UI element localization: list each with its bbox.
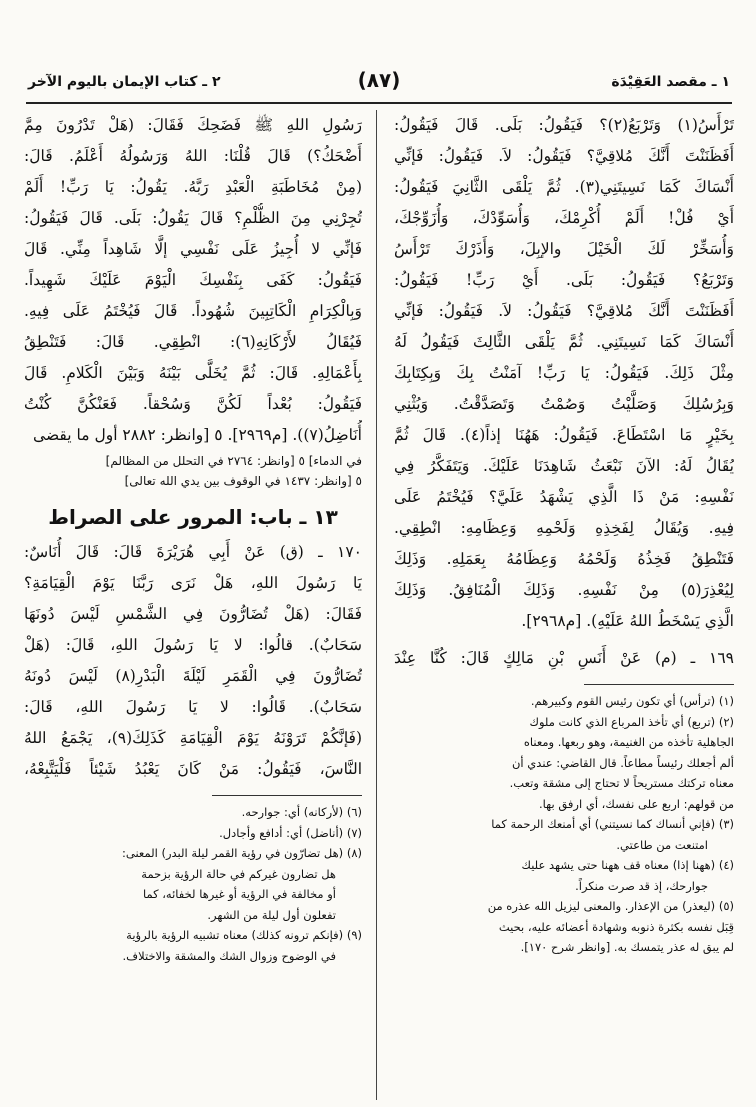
footnotes-left	[24, 802, 362, 966]
footnote: هل تضارون غيركم في حالة الرؤية بزحمة	[141, 866, 336, 881]
cross-reference: في الدماء] ٥ [وانظر: ٢٧٦٤ في التحلل من المظالم]	[105, 454, 362, 468]
footnote: تفعلون أول ليلة من الشهر.	[207, 907, 336, 922]
text-line: فِيهِ. وَيُقَالُ لِفَخِذِهِ وَلَحْمِهِ وَعِظَامِهِ: انْطِقِي.	[394, 519, 734, 537]
text-line: ١٧٠ ـ (ق) عَنْ أَبِي هُرَيْرَةَ قَالَ: قَالَ أُنَاسٌ:	[24, 543, 362, 561]
cross-reference: ٥ [وانظر: ١٤٣٧ في الوقوف بين يدي الله تعالى]	[124, 474, 362, 488]
cross-references	[24, 451, 362, 491]
footnote: ألم أجعلك رئيساً مطاعاً. قال القاضي: عندي أن	[511, 755, 734, 770]
text-line: أَنْسَاكَ كَمَا نَسِيتَنِي(٣). ثُمَّ يَلْقَى الثَّانِيَ فَيَقُولُ:	[394, 178, 734, 196]
footnote: (٥) (ليعذر) من الإعذار. والمعنى ليزيل الله عذره من	[487, 899, 734, 913]
footnote: لم يبق له عذر يتمسك به. [وانظر شرح ١٧٠].	[520, 940, 734, 954]
text-line: مِثْلَ ذَلِكَ. فَيَقُولُ: يَا رَبِّ! آمَنْتُ بِكَ وَبِكِتَابِكَ	[394, 364, 734, 382]
chapter-title: ١٣ ـ باب: المرور على الصراط	[48, 505, 338, 529]
text-line: نَفْسِهِ: مَنْ ذَا الَّذِي يَشْهَدُ عَلَيَّ؟ فَيُخْتَمُ عَلَى	[394, 488, 734, 506]
text-line: النَّاسَ، فَيَقُولُ: مَنْ كَانَ يَعْبُدُ شَيْئاً فَلْيَتَّبِعْهُ،	[24, 760, 362, 778]
text-line: وَبِالْكِرَامِ الْكَاتِبِينَ شُهُوداً. قَالَ فَيُخْتَمُ عَلَى فِيهِ.	[24, 302, 362, 320]
footnote-rule	[212, 795, 362, 796]
text-line: فَيُقَالُ لأَرْكَانِهِ(٦): انْطِقِي. قَالَ: فَتَنْطِقُ	[24, 333, 362, 351]
footnote: (٦) (لأركانه) أي: جوارحه.	[241, 805, 362, 819]
text-line: يُقَالُ لَهُ: الآنَ نَبْعَثُ شَاهِدَنَا عَلَيْكَ. وَيَتَفَكَّرُ فِي	[394, 457, 734, 475]
text-line: الَّذِي يَسْخَطُ اللهُ عَلَيْهِ). [م٢٩٦٨].	[521, 612, 734, 630]
footnote: (١) (ترأس) أي تكون رئيس القوم وكبيرهم.	[530, 694, 734, 708]
footnote-rule	[584, 684, 734, 685]
left-column	[24, 110, 362, 966]
text-line: فَإنِّي لا أُجِيزُ عَلَى نَفْسِي إلَّا شَاهِداً مِنِّي. قَالَ	[24, 240, 362, 258]
footnote: (٣) (فإني أنساك كما نسيتني) أي أمنعك الرحمة كما	[491, 817, 734, 831]
text-line: أَفَظَنَنْتَ أَنَّكَ مُلاقِيَّ؟ فَيَقُولُ: لاَ. فَيَقُولُ: فَإنِّي	[394, 147, 734, 165]
hadith-170-text	[24, 537, 362, 785]
footnote: (٨) (هل تضارّون في رؤية القمر ليلة البدر) المعنى:	[122, 846, 362, 860]
page-header	[26, 68, 732, 102]
text-line: سَحَابٌ). قَالُوا: لا يَا رَسُولَ اللهِ، قَالَ:	[24, 698, 362, 716]
footnote: الجاهلية تأخذه من الغنيمة، وهو ربعها. ومعناه	[523, 735, 734, 749]
text-line: أَنْسَاكَ كَمَا نَسِيتَنِي. ثُمَّ يَلْقَى الثَّالِثَ فَيَقُولُ لَهُ	[394, 333, 734, 351]
footnote: من قولهم: اربع على نفسك، أي ارفق بها.	[539, 796, 734, 811]
text-line: فَتَنْطِقُ فَخِذُهُ وَلَحْمُهُ وَعِظَامُهُ بِعَمَلِهِ. وَذَلِكَ	[394, 550, 734, 568]
text-line: يَا رَسُولَ اللهِ، هَلْ نَرَى رَبَّنَا يَوْمَ الْقِيَامَةِ؟	[24, 574, 362, 592]
text-line: رَسُولِ اللهِ ﷺ فَضَحِكَ فَقَالَ: (هَلْ تَدْرُونَ مِمَّ	[24, 116, 362, 134]
header-rule	[26, 102, 732, 104]
footnote: (٩) (فإنكم ترونه كذلك) معناه تشبيه الرؤية بالرؤية	[126, 928, 362, 942]
column-divider	[376, 110, 377, 1100]
text-line: أَضْحَكُ؟) قَالَ قُلْنَا: اللهُ وَرَسُولُهُ أَعْلَمُ. قَالَ:	[24, 147, 362, 165]
footnote: في الوضوح وزوال الشك والمشقة والاختلاف.	[122, 948, 336, 963]
footnote: قِبَل نفسه بكثرة ذنوبه وشهادة أعضائه عليه، بحيث	[498, 919, 734, 934]
text-line: فَيَقُولُ: بُعْداً لَكُنَّ وَسُحْقاً. فَعَنْكُنَّ كُنْتُ	[24, 395, 362, 413]
text-line: (مِنْ مُخَاطَبَةِ الْعَبْدِ رَبَّهُ. يَقُولُ: يَا رَبِّ! أَلَمْ	[24, 178, 362, 196]
text-line: بِخَيْرٍ مَا اسْتَطَاعَ. فَيَقُولُ: هَهُنَا إذاً(٤). قَالَ ثُمَّ	[394, 426, 734, 444]
text-line: تُجِرْنِي مِنَ الظُّلْمِ؟ قَالَ يَقُولُ: بَلَى. قَالَ فَيَقُولُ:	[24, 209, 362, 227]
text-line: أُنَاضِلُ(٧)). [م٢٩٦٩]. ٥ [وانظر: ٢٨٨٢ أول ما يقضى	[33, 426, 362, 444]
text-line: سَحَابٌ). قالُوا: لا يَا رَسُولَ اللهِ، قَالَ: (هَلْ	[24, 636, 362, 654]
footnote: معناه تركتك مستريحاً لا تحتاج إلى مشقة وتعب.	[509, 776, 734, 790]
footnote: (٢) (تربع) أي تأخذ المرباع الذي كانت ملوك	[529, 714, 734, 729]
text-line: تُضَارُّونَ فِي الْقَمَرِ لَيْلَةَ الْبَدْرِ(٨) لَيْسَ دُونَهُ	[24, 667, 362, 685]
right-column	[394, 110, 734, 958]
text-line: وَتَرْبَعُ؟ فَيَقُولُ: بَلَى. أَيْ رَبِّ! فَيَقُولُ:	[394, 271, 734, 289]
text-line: فَقَالَ: (هَلْ تُضَارُّونَ فِي الشَّمْسِ لَيْسَ دُونَهَا	[24, 605, 362, 623]
page-number: (٨٧)	[357, 68, 401, 92]
footnote: (٧) (أناضل) أي: أدافع وأجادل.	[219, 825, 362, 840]
text-line: وَأُسَخِّرْ لَكَ الْخَيْلَ والإبِلَ، وَأَذَرْكَ تَرْأَسُ	[394, 240, 734, 258]
hadith-168-text	[394, 110, 734, 637]
footnotes-right	[394, 691, 734, 958]
text-line: وَبِرُسُلِكَ وَصَلَّيْتُ وَصُمْتُ وَتَصَدَّقْتُ. وَيُثْنِي	[394, 395, 734, 413]
text-line: بِأَعْمَالِهِ. قَالَ: ثُمَّ يُخَلَّى بَيْنَهُ وَبَيْنَ الْكَلامِ. قَالَ	[24, 364, 362, 382]
footnote: امتنعت من طاعتي.	[616, 837, 708, 852]
text-line: أَيْ فُلْ! أَلَمْ أُكْرِمْكَ، وَأُسَوِّدْكَ، وَأُزَوِّجْكَ،	[394, 209, 734, 227]
hadith-169-text	[24, 110, 362, 451]
footnote: جوارحك، إذ قد صرت منكراً.	[575, 878, 708, 893]
footnote: (٤) (ههنا إذا) معناه قف ههنا حتى يشهد عليك	[521, 858, 734, 872]
hadith-169-start: ١٦٩ ـ (م) عَنْ أَنَسِ بْنِ مَالِكٍ قَالَ: كُنَّا عِنْدَ	[394, 649, 734, 667]
text-line: تَرْأَسُ(١) وَتَرْبَعُ(٢)؟ فَيَقُولُ: بَلَى. قَالَ فَيَقُولُ:	[394, 116, 734, 134]
text-line: لِيُعْذِرَ(٥) مِنْ نَفْسِهِ. وَذَلِكَ الْمُنَافِقُ. وَذَلِكَ	[394, 581, 734, 599]
text-line: أَفَظَنَنْتَ أَنَّكَ مُلاقِيَّ؟ فَيَقُولُ: لاَ. فَيَقُولُ: فَإنِّي	[394, 302, 734, 320]
left-running-title: ٢ ـ كتاب الإيمان باليوم الآخر	[28, 74, 221, 90]
right-running-title: ١ ـ مقصد العَقِيْدَة	[611, 74, 730, 90]
footnote: أو مخالفة في الرؤية أو غيرها لخفائه، كما	[142, 887, 336, 901]
text-line: (فَإنَّكُمْ تَرَوْنَهُ يَوْمَ الْقِيَامَةِ كَذَلِكَ(٩)، يَجْمَعُ اللهُ	[24, 729, 362, 747]
text-line: فَيَقُولُ: كَفَى بِنَفْسِكَ الْيَوْمَ عَلَيْكَ شَهِيداً.	[24, 271, 362, 289]
